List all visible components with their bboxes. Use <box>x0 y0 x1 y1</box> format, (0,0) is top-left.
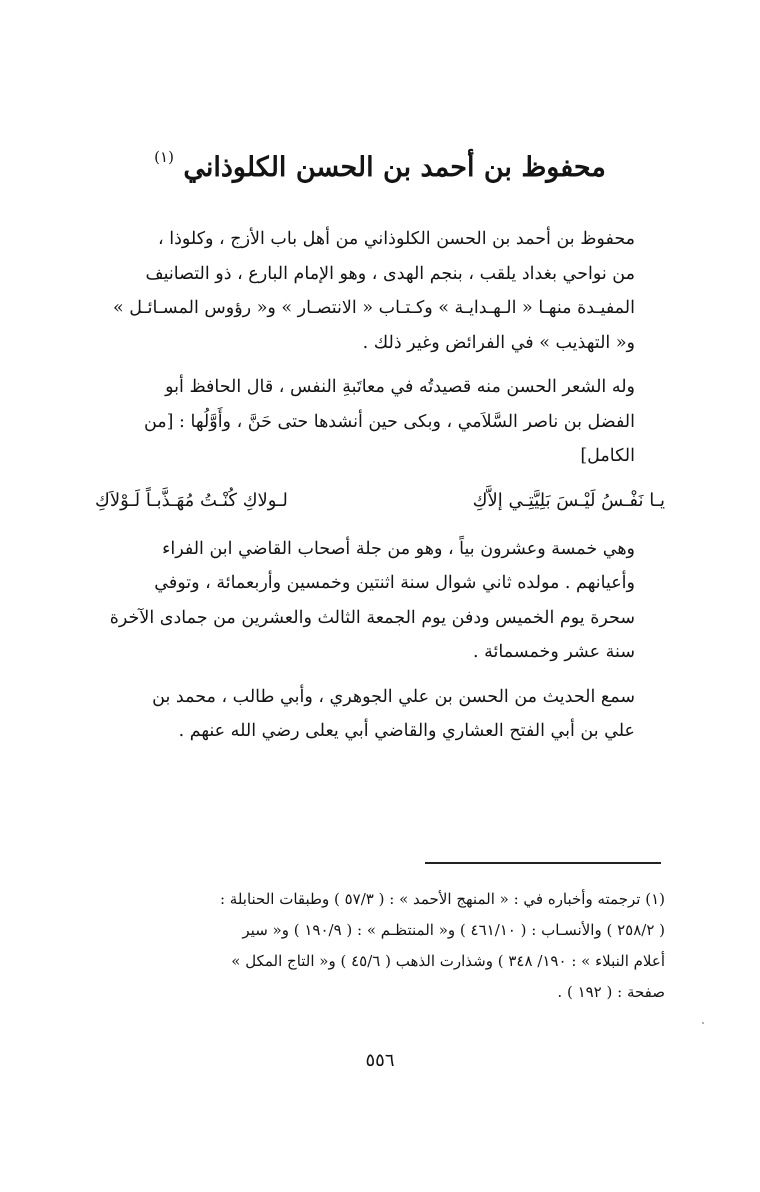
chapter-title-text: محفوظ بن أحمد بن الحسن الكلوذاني <box>183 152 606 183</box>
paragraph-life-dates <box>95 532 665 670</box>
footnote <box>95 884 665 1008</box>
text-line: سحرة يوم الخميس ودفن يوم الجمعة الثالث والعشرين من جمادى الآخرة <box>109 607 635 628</box>
text-line: و« التهذيب » في الفرائض وغير ذلك . <box>362 332 635 353</box>
footnote-line: ( ٢٥٨/٢ ) والأنسـاب : ( ٤٦١/١٠ ) و« المنتظـم » : ( ١٩٠/٩ ) و« سير <box>242 921 665 939</box>
paragraph-poetry <box>95 370 665 474</box>
footnote-divider <box>425 862 661 864</box>
text-line: الفضل بن ناصر السَّلاَمي ، وبكى حين أنشدها حتى حَنَّ ، وأَوَّلُها : [من <box>143 411 635 432</box>
footnote-line: صفحة : ( ١٩٢ ) . <box>557 983 665 1001</box>
chapter-title <box>0 148 760 183</box>
text-line: علي بن أبي الفتح العشاري والقاضي أبي يعلى رضي الله عنهم . <box>178 721 635 741</box>
text-line: محفوظ بن أحمد بن الحسن الكلوذاني من أهل باب الأزج ، وكلوذا ، <box>158 229 635 249</box>
paragraph-biography <box>95 222 665 360</box>
paragraph-teachers <box>95 680 665 749</box>
text-line: المفيـدة منهـا « الـهـدايـة » وكـتـاب « الانتصـار » و« رؤوس المسـائـل » <box>112 298 635 318</box>
verse-second-hemistich: لـولاكِ كُنْـتُ مُهَـذَّبـاً لَـوْلاَكِ <box>95 490 288 512</box>
verse-first-hemistich: يـا نَفْـسُ لَيْـسَ بَلِيَّتِـي إلاَّكِ <box>472 490 665 512</box>
footnote-line: (١) ترجمته وأخباره في : « المنهج الأحمد » : ( ٥٧/٣ ) وطبقات الحنابلة : <box>219 890 665 908</box>
text-line: وله الشعر الحسن منه قصيدتُه في معاتَبةِ النفس ، قال الحافظ أبو <box>165 377 635 397</box>
text-line: من نواحي بغداد يلقب ، بنجم الهدى ، وهو الإمام البارع ، ذو التصانيف <box>145 263 635 284</box>
footnote-marker: (١) <box>154 148 174 166</box>
poem-verse <box>95 484 665 520</box>
text-line: سمع الحديث من الحسن بن علي الجوهري ، وأبي طالب ، محمد بن <box>152 686 635 707</box>
footnote-line: أعلام النبلاء » : ١٩٠/ ٣٤٨ ) وشذارت الذهب ( ٤٥/٦ ) و« التاج المكل » <box>231 952 665 970</box>
text-line: وهي خمسة وعشرون بياً ، وهو من جلة أصحاب القاضي ابن الفراء <box>162 538 635 559</box>
scan-speck <box>702 1022 704 1024</box>
page-number: ٥٥٦ <box>365 1050 395 1071</box>
main-text <box>95 222 665 759</box>
text-line: وأعيانهم . مولده ثاني شوال سنة اثنتين وخمسين وأربعمائة ، وتوفي <box>154 573 635 593</box>
text-line: سنة عشر وخمسمائة . <box>473 642 635 662</box>
text-line: الكامل] <box>580 446 635 466</box>
